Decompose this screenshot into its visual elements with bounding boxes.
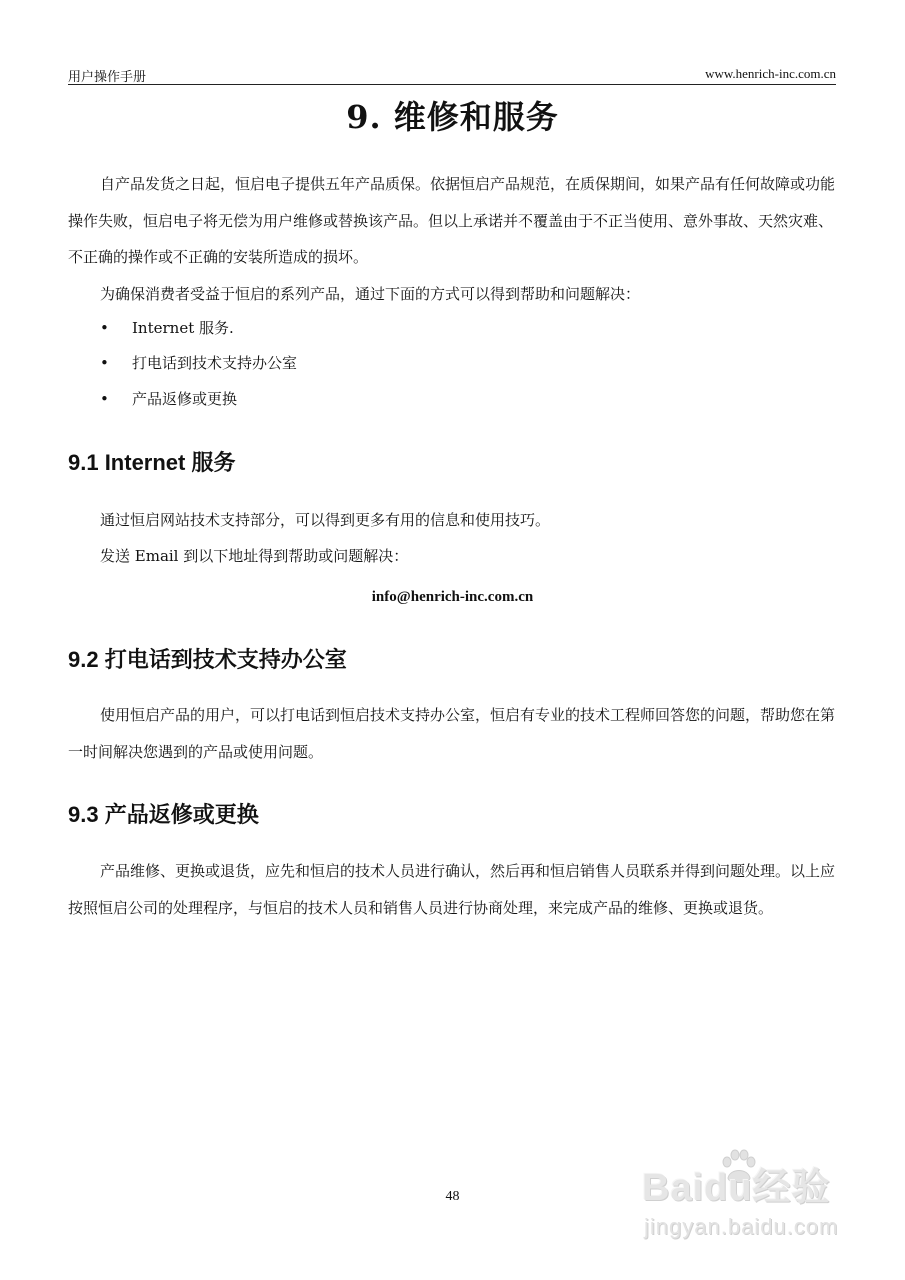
section-paragraph: 通过恒启网站技术支持部分，可以得到更多有用的信息和使用技巧。	[100, 511, 551, 529]
watermark-url: jingyan.baidu.com	[644, 1214, 839, 1239]
section-paragraph: 使用恒启产品的用户，可以打电话到恒启技术支持办公室，恒启有专业的技术工程师回答您的问题，帮助您在第一时间解决您遇到的产品或使用问题。	[68, 706, 836, 761]
list-item: • 产品返修或更换	[100, 390, 238, 408]
section-heading-return: 9.3 产品返修或更换	[68, 802, 259, 827]
support-email[interactable]: info@henrich-inc.com.cn	[371, 589, 534, 605]
page-header	[68, 66, 836, 85]
bullet-icon: •	[100, 390, 109, 408]
header-website: www.henrich-inc.com.cn	[705, 66, 836, 81]
baidu-watermark	[632, 1148, 894, 1258]
bullet-icon: •	[100, 319, 109, 337]
page-number: 48	[445, 1189, 460, 1204]
section-heading-phone: 9.2 打电话到技术支持办公室	[68, 647, 347, 672]
header-manual-title: 用户操作手册	[68, 70, 147, 85]
list-item: • Internet 服务.	[100, 319, 234, 337]
section-paragraph: 产品维修、更换或退货，应先和恒启的技术人员进行确认，然后再和恒启销售人员联系并得到问题处理。以上应按照恒启公司的处理程序，与恒启的技术人员和销售人员进行协商处理，来完成产品的维修、更换或退货。	[68, 862, 836, 917]
watermark-logo: Baidu经验	[642, 1167, 831, 1209]
bullet-icon: •	[100, 354, 109, 372]
list-item: • 打电话到技术支持办公室	[100, 354, 298, 372]
intro-paragraph-2: 为确保消费者受益于恒启的系列产品，通过下面的方式可以得到帮助和问题解决：	[100, 285, 641, 303]
chapter-title: 9. 维修和服务	[346, 98, 559, 136]
section-paragraph: 发送 Email 到以下地址得到帮助或问题解决：	[100, 547, 409, 565]
intro-paragraph: 自产品发货之日起，恒启电子提供五年产品质保。依据恒启产品规范，在质保期间，如果产品有任何故障或功能操作失败，恒启电子将无偿为用户维修或替换该产品。但以上承诺并不覆盖由于不正当使用、意外事故、天然灾难、不正确的操作或不正确的安装所造成的损坏。	[68, 175, 836, 266]
section-heading-internet: 9.1 Internet 服务	[68, 450, 236, 475]
